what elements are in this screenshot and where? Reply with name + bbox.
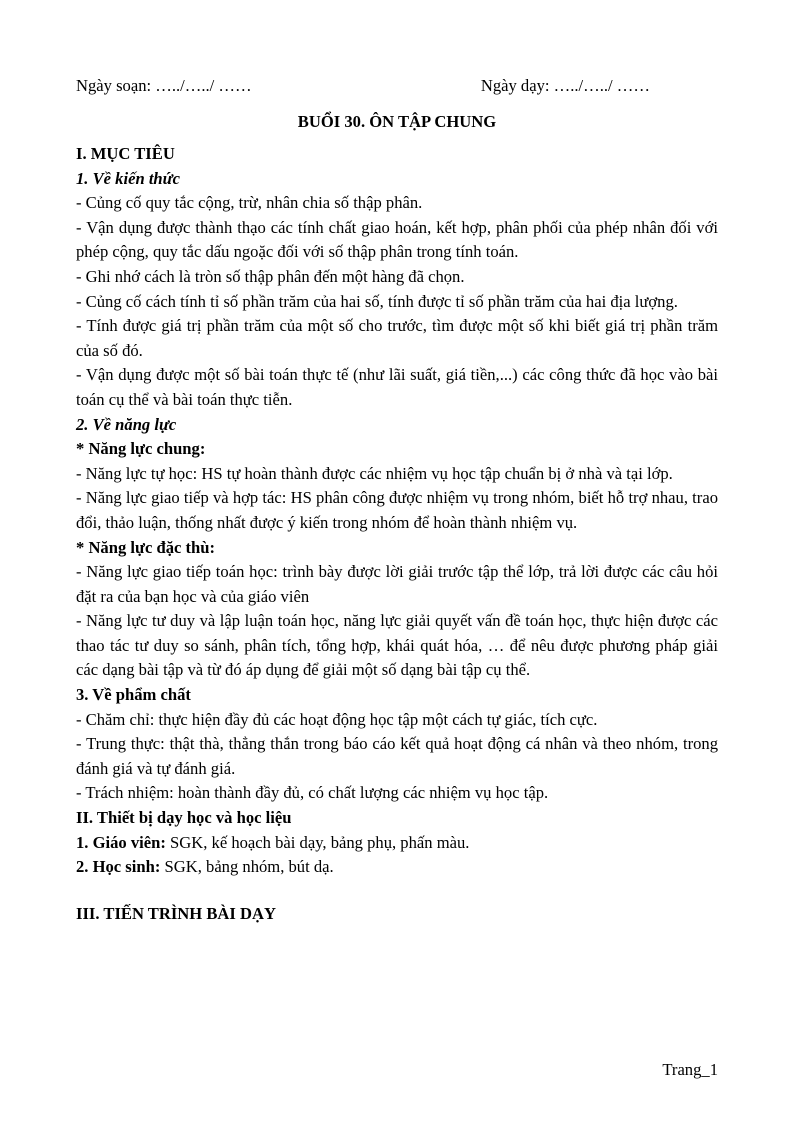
section-objectives-heading: I. MỤC TIÊU: [76, 144, 175, 163]
knowledge-item: - Củng cố cách tính tỉ số phần trăm của hai số, tính được tỉ số phần trăm của hai địa lượng.: [76, 291, 678, 311]
equipment-heading: II. Thiết bị dạy học và học liệu: [76, 808, 292, 828]
lesson-title: BUỔI 30. ÔN TẬP CHUNG: [297, 112, 497, 131]
knowledge-item: - Ghi nhớ cách là tròn số thập phân đến một hàng đã chọn.: [76, 266, 465, 286]
student-text: SGK, bảng nhóm, bút dạ.: [160, 857, 334, 877]
knowledge-item: - Tính được giá trị phần trăm của một số cho trước, tìm được một số khi biết giá trị phần trăm của số đó.: [76, 316, 718, 360]
prep-date: Ngày soạn: …../…../ ……: [76, 76, 252, 95]
general-competence-item: - Năng lực tự học: HS tự hoàn thành được các nhiệm vụ học tập chuẩn bị ở nhà và tại lớp.: [76, 463, 673, 483]
quality-item: - Chăm chỉ: thực hiện đầy đủ các hoạt động học tập một cách tự giác, tích cực.: [76, 709, 598, 729]
general-competence-item: - Năng lực giao tiếp và hợp tác: HS phân công được nhiệm vụ trong nhóm, biết hỗ trợ nhau, trao đổi, thảo luận, thống nhất được ý kiến trong nhóm để hoàn thành nhiệm vụ.: [76, 488, 718, 532]
general-competence-heading: * Năng lực chung:: [76, 439, 206, 459]
teacher-equipment: [76, 831, 718, 856]
knowledge-item: - Củng cố quy tắc cộng, trừ, nhân chia số thập phân.: [76, 193, 423, 213]
teacher-label: 1. Giáo viên:: [76, 832, 166, 852]
specific-competence-item: - Năng lực giao tiếp toán học: trình bày được lời giải trước tập thể lớp, trả lời được các câu hỏi đặt ra của bạn học và của giáo viên: [76, 562, 718, 606]
date-line: [76, 74, 718, 100]
quality-item: - Trung thực: thật thà, thẳng thắn trong báo cáo kết quả hoạt động cá nhân và theo nhóm, trong đánh giá và tự đánh giá.: [76, 734, 718, 778]
knowledge-heading: 1. Về kiến thức: [76, 168, 180, 188]
teach-date: Ngày dạy: …../…../ ……: [480, 76, 650, 95]
knowledge-item: - Vận dụng được một số bài toán thực tế (như lãi suất, giá tiền,...) các công thức đã học vào bài toán cụ thể và bài toán thực tiễn.: [76, 365, 718, 409]
document-page: [76, 74, 718, 926]
student-label: 2. Học sinh:: [76, 857, 161, 877]
procedure-heading: III. TIẾN TRÌNH BÀI DẠY: [76, 903, 276, 923]
specific-competence-item: - Năng lực tư duy và lập luận toán học, năng lực giải quyết vấn đề toán học, thực hiện được các thao tác tư duy so sánh, phân tích, tổng hợp, khái quát hóa, … để nêu được phương pháp giải các dạng bài tập và từ đó áp dụng để giải một số dạng bài tập cụ thể.: [76, 611, 718, 680]
student-equipment: [76, 855, 718, 880]
spacer: [76, 880, 718, 902]
competence-heading: 2. Về năng lực: [76, 414, 177, 434]
quality-heading: 3. Về phẩm chất: [76, 685, 191, 705]
teacher-text: SGK, kế hoạch bài dạy, bảng phụ, phấn màu.: [165, 832, 470, 852]
knowledge-item: - Vận dụng được thành thạo các tính chất giao hoán, kết hợp, phân phối của phép nhân đối với phép cộng, quy tắc dấu ngoặc đối với số thập phân trong tính toán.: [76, 217, 718, 262]
quality-item: - Trách nhiệm: hoàn thành đầy đủ, có chất lượng các nhiệm vụ học tập.: [76, 783, 549, 803]
page-number: Trang_1: [662, 1060, 718, 1079]
specific-competence-heading: * Năng lực đặc thù:: [76, 537, 216, 557]
